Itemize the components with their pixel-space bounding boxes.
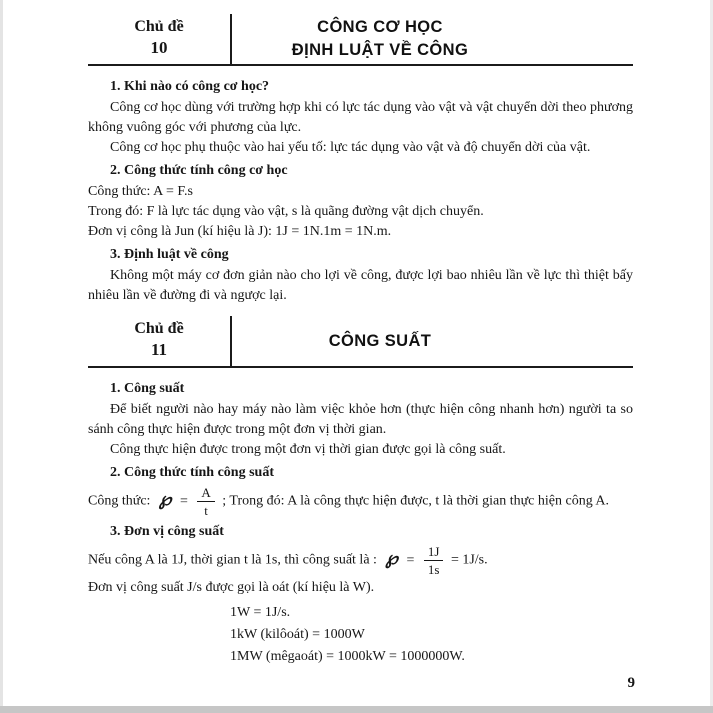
section-heading-power-1: 1. Công suất xyxy=(110,381,185,396)
section-heading-work-2: 2. Công thức tính công cơ học xyxy=(110,163,288,178)
power-unit-conversions xyxy=(230,602,633,668)
equals-sign: = xyxy=(406,552,415,568)
chapter-11-label-box xyxy=(88,316,232,366)
unit-formula-prefix: Nếu công A là 1J, thời gian t là 1s, thì công suất là : xyxy=(88,552,377,568)
page-number: 9 xyxy=(627,675,635,691)
fraction-numerator: A xyxy=(197,485,214,502)
paragraph: Không một máy cơ đơn giản nào cho lợi về công, được lợi bao nhiêu lần về lực thì thiệt bấy nhiêu lần về đường đi và ngược lại. xyxy=(88,268,633,303)
chapter-title-line1: CÔNG CƠ HỌC xyxy=(317,18,443,36)
spacer xyxy=(88,66,633,74)
equals-sign: = xyxy=(179,493,188,509)
paragraph: Công thực hiện được trong một đơn vị thời gian được gọi là công suất. xyxy=(110,442,506,457)
work-formula: Công thức: A = F.s xyxy=(88,184,193,199)
script-p-symbol: ℘ xyxy=(158,488,172,509)
chapter-11-header xyxy=(88,316,633,368)
chapter-11-title xyxy=(232,316,633,366)
unit-formula-result: = 1J/s. xyxy=(450,552,488,568)
page-edge-bottom xyxy=(0,706,713,713)
work-formula-explanation: Trong đó: F là lực tác dụng vào vật, s là quãng đường vật dịch chuyển. xyxy=(88,204,484,219)
power-unit-formula xyxy=(88,543,633,578)
chapter-title-line1: CÔNG SUẤT xyxy=(328,331,432,350)
section-heading-work-1: 1. Khi nào có công cơ học? xyxy=(110,79,270,94)
chapter-10-label-box xyxy=(88,14,232,64)
work-unit-definition: Đơn vị công là Jun (kí hiệu là J): 1J = 1N.1m = 1N.m. xyxy=(88,224,392,239)
power-formula xyxy=(88,484,633,519)
spacer xyxy=(88,368,633,376)
fraction-A-over-t xyxy=(197,485,214,518)
paragraph: Để biết người nào hay máy nào làm việc khỏe hơn (thực hiện công nhanh hơn) người ta so sánh công thực hiện được trong một đơn vị thời gian. xyxy=(88,402,633,437)
fraction-1J-over-1s xyxy=(424,544,444,577)
section-heading-power-2: 2. Công thức tính công suất xyxy=(110,465,274,480)
unit-line-kilowatt: 1kW (kilôoát) = 1000W xyxy=(230,627,365,642)
chapter-10-title xyxy=(232,14,633,64)
script-p-symbol: ℘ xyxy=(385,547,398,568)
chapter-number: 11 xyxy=(150,340,168,359)
unit-line-watt: 1W = 1J/s. xyxy=(230,605,291,620)
paragraph: Công cơ học phụ thuộc vào hai yếu tố: lực tác dụng vào vật và độ chuyển dời của vật. xyxy=(110,140,591,155)
watt-definition: Đơn vị công suất J/s được gọi là oát (kí hiệu là W). xyxy=(88,580,375,595)
chapter-10-header xyxy=(88,14,633,66)
paragraph: Công cơ học dùng với trường hợp khi có lực tác dụng vào vật và vật chuyển dời theo phương không vuông góc với phương của lực. xyxy=(88,100,633,135)
formula-prefix: Công thức: xyxy=(88,493,151,509)
fraction-denominator: t xyxy=(204,503,208,518)
section-heading-power-3: 3. Đơn vị công suất xyxy=(110,524,224,539)
chapter-label: Chủ đề xyxy=(134,320,184,337)
unit-line-megawatt: 1MW (mêgaoát) = 1000kW = 1000000W. xyxy=(230,649,465,664)
page-edge-left xyxy=(0,0,3,713)
fraction-numerator: 1J xyxy=(424,544,444,561)
chapter-number: 10 xyxy=(150,38,168,57)
chapter-title-line2: ĐỊNH LUẬT VỀ CÔNG xyxy=(291,41,469,59)
formula-suffix: ; Trong đó: A là công thực hiện được, t là thời gian thực hiện công A. xyxy=(222,493,610,509)
chapter-label: Chủ đề xyxy=(134,18,184,35)
section-heading-work-3: 3. Định luật về công xyxy=(110,247,229,262)
fraction-denominator: 1s xyxy=(427,562,440,577)
